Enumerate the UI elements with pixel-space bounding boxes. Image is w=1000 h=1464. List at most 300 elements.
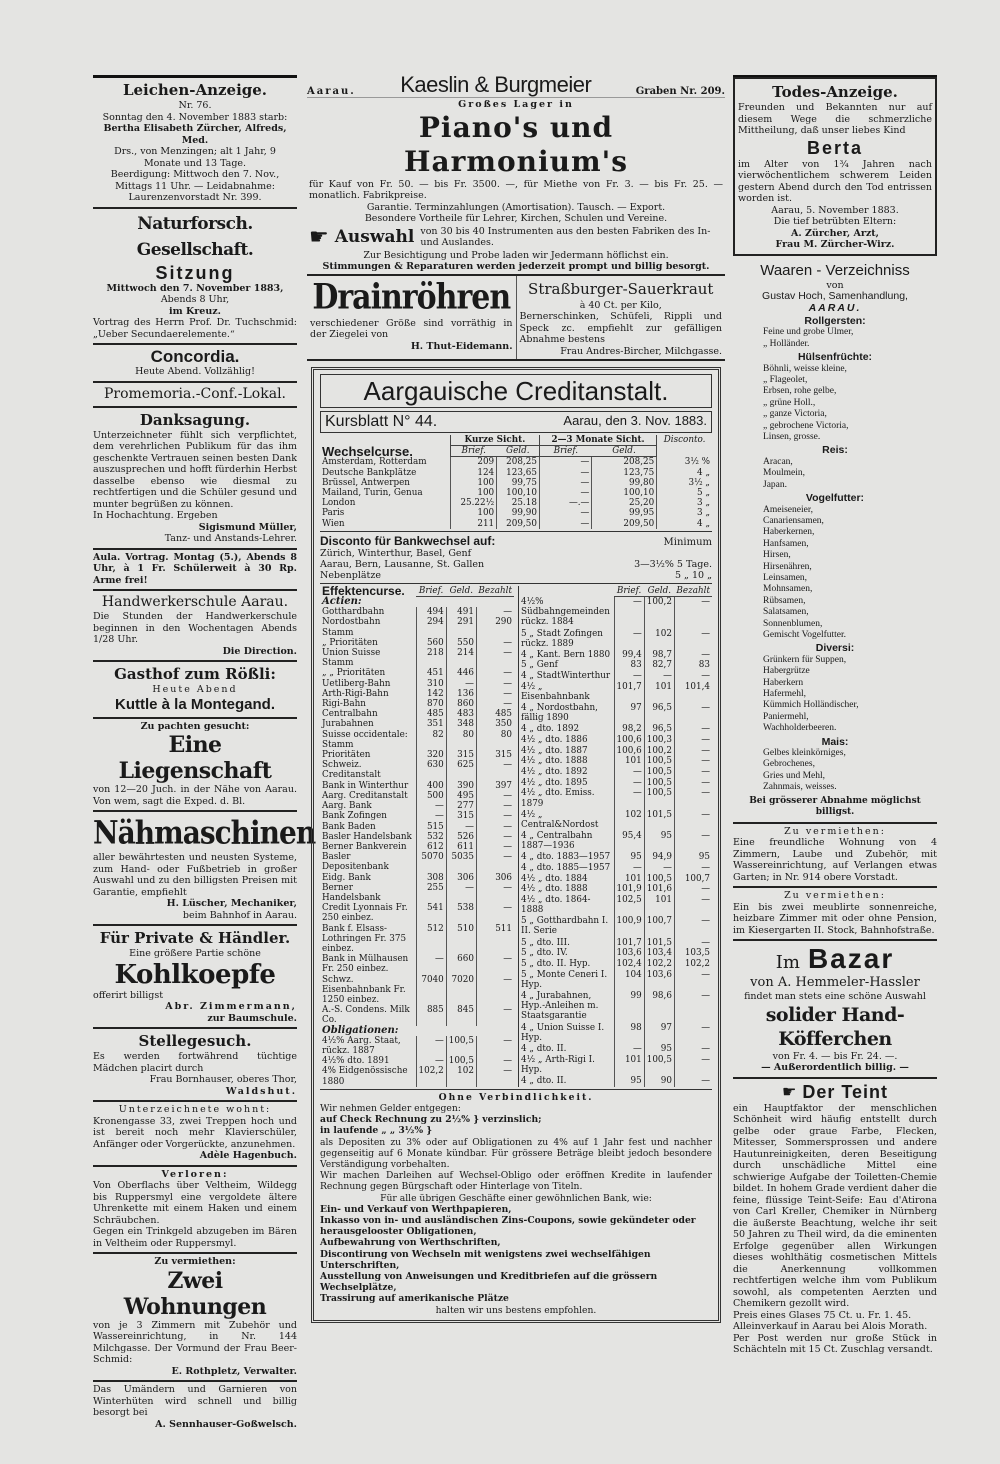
handwerker-title: Handwerkerschule Aarau. (101, 594, 289, 610)
row-value: 291 (446, 617, 476, 637)
wohnt-head: Unterzeichnete wohnt: (118, 1104, 272, 1115)
row-value: — (476, 822, 514, 832)
row-value: 99 (614, 991, 644, 1023)
dank-text: Unterzeichneter fühlt sich verpflichtet, dem verehrlichen Publikum für das ihm geschenkte Vertrauen seinen besten Dank auszusprechen und hofft fürderhin Herbst dasselbe ebenso wie diesmal zu rechtfertigen und die Schüler gesund und munter begrüßen zu können. (93, 429, 297, 510)
row-label: 4½ „ dto. 1884 (521, 873, 588, 884)
naturforsch-ad (93, 209, 297, 346)
row-value: — (674, 1055, 712, 1076)
row-value: 351 (416, 719, 446, 729)
bank-title: Aargauische Creditanstalt. (320, 374, 712, 408)
bazar-title: Bazar (807, 943, 895, 975)
verloren-head: Verloren: (161, 1168, 229, 1180)
auswahl-title: Auswahl (334, 227, 415, 247)
waaren-item: Hirsen, (763, 550, 791, 561)
row-label: „ „ Prioritäten (322, 668, 386, 679)
row-value: — (476, 842, 514, 852)
geld-head: Geld. (644, 586, 674, 597)
row-value: — (674, 788, 712, 809)
row-value: — (614, 597, 644, 629)
kohl-sub: Eine größere Partie schöne (129, 948, 261, 959)
left-column (93, 75, 316, 1430)
effekten-title: Effektencurse. (322, 583, 405, 598)
effekten-row (519, 874, 713, 885)
row-value: 95 (644, 831, 674, 852)
effekten-row (519, 703, 713, 724)
row-label: 4½ „ dto. 1886 (521, 735, 588, 746)
effekten-row (519, 1023, 713, 1044)
stelle-name: Frau Bornhauser, oberes Thor, (149, 1074, 297, 1085)
row-label: Rigi-Bahn (322, 699, 366, 710)
todes-date: Aarau, 5. November 1883. (771, 204, 899, 216)
row-value: 100,6 (614, 735, 644, 746)
row-value: 101 (644, 682, 674, 703)
right-column (733, 75, 937, 1356)
row-value: 25.22½ (450, 498, 496, 508)
effekten-row (519, 724, 713, 735)
divider (320, 1089, 712, 1090)
naturforsch-date: Mittwoch den 7. November 1883, (106, 282, 284, 294)
drain-text: verschiedener Größe sind vorräthig in der Ziegelei von (310, 317, 513, 340)
todes-title: Todes-Anzeige. (772, 83, 898, 101)
naeh-title: Nähmaschinen (93, 813, 316, 852)
wechsel-row (320, 478, 712, 488)
foot-line: halten wir uns bestens empfohlen. (435, 1304, 597, 1316)
waaren-item: Salatsamen, (763, 607, 809, 618)
row-label: Aarg. Creditanstalt (322, 790, 408, 801)
row-value: — (614, 1044, 644, 1055)
teint-post: Per Post werden nur große Stück in Schächteln mit 15 Ct. Zuschlag versandt. (733, 1332, 937, 1356)
waaren-item: „ gebrochene Victoria, (763, 420, 849, 431)
effekten-row (320, 975, 514, 1006)
row-label: Brüssel, Antwerpen (322, 477, 410, 488)
verloren-ad (93, 1167, 297, 1255)
row-value: — (476, 903, 514, 923)
row-label: Union Suisse Stamm (322, 648, 381, 669)
row-value: 101,5 (644, 810, 674, 831)
waaren-item: Gebrochenes, (763, 759, 815, 770)
row-value: 97 (644, 1023, 674, 1044)
row-value: — (416, 1056, 446, 1066)
row-value: 209,50 (592, 519, 657, 529)
bazar-firm: von A. Hemmeler-Hassler (750, 975, 920, 991)
effekten-row (320, 832, 514, 842)
lager-line: Großes Lager in (458, 99, 574, 110)
row-value: 3½ % (657, 457, 712, 468)
row-label: Jurabahnen (322, 719, 374, 730)
row-label: Uetliberg-Bahn (322, 678, 391, 689)
effekten-row (519, 863, 713, 874)
bazar-text: findet man stets eine schöne Auswahl (744, 991, 926, 1003)
waaren-item: Gemischt Vogelfutter. (763, 629, 847, 640)
row-label: Bank Baden (322, 821, 376, 832)
waaren-item: „ Holländer. (763, 338, 810, 349)
row-value: — (674, 597, 712, 629)
sauer-title: Straßburger-Sauerkraut (528, 279, 714, 298)
effekten-row (320, 709, 514, 719)
bazar-ad (733, 941, 937, 1079)
sauer-price: à 40 Ct. per Kilo, (579, 299, 662, 311)
row-label: 4½ „ dto. 1864-1888 (521, 894, 591, 916)
row-value: 80 (476, 730, 514, 750)
row-value: — (476, 975, 514, 1006)
kurze-sicht-head: Kurze Sicht. (450, 435, 539, 446)
row-value: — (614, 863, 644, 874)
bank-footer (320, 1092, 712, 1316)
monate-sicht-head: 2—3 Monate Sicht. (539, 435, 656, 446)
naturforsch-title: Naturforsch. Gesellschaft. (136, 213, 254, 260)
row-label: Mailand, Turin, Genua (322, 488, 423, 499)
waaren-group-head: Reis: (822, 444, 848, 457)
wechsel-title: Wechselcurse. (322, 443, 413, 459)
row-value: 315 (446, 811, 476, 821)
row-label: Suisse occidentale: Stamm (322, 729, 408, 750)
foot-line: auf Check Rechnung zu 2½% } verzinslich; (320, 1114, 542, 1126)
row-value: 483 (446, 709, 476, 719)
row-value: 100,5 (644, 767, 674, 778)
waaren-item: Grünkern für Suppen, (763, 654, 847, 665)
obligationen-label: Obligationen: (322, 1024, 399, 1036)
pacht-head: Zu pachten gesucht: (140, 720, 250, 732)
leichen-line: Laurenzenvorstadt Nr. 399. (128, 192, 262, 203)
row-value: 494 (416, 607, 446, 617)
verloren-text: Von Oberflachs über Veltheim, Wildegg bis Ruppersmyl eine vergoldete ältere Uhrenkette mit einem Haken und einem Schräubchen. (93, 1180, 297, 1226)
row-value: 100,6 (614, 746, 644, 757)
naehmaschinen-ad (93, 812, 316, 926)
piano-header (307, 72, 725, 98)
row-value: 100,10 (592, 488, 657, 498)
row-value: 102 (446, 1066, 476, 1086)
row-value: 102,5 (614, 895, 644, 916)
vermiethen-ad (93, 1254, 297, 1382)
waaren-groups (733, 316, 937, 794)
effekten-row (320, 883, 514, 903)
waaren-item: „ grüne Holl., (763, 397, 816, 408)
kohl-head: Für Private & Händler. (99, 929, 291, 947)
row-label: 4½ „ dto. 1892 (521, 767, 588, 778)
row-value: 101 (614, 1055, 644, 1076)
pointing-hand-icon: ☛ (781, 1081, 797, 1101)
kohlkoepfe-ad (93, 926, 297, 1029)
waaren-item: „ ganze Victoria, (763, 409, 827, 420)
effekten-row (519, 884, 713, 895)
row-value: 5070 (416, 852, 446, 872)
row-value: 446 (446, 668, 476, 678)
waaren-item: Linsen, grosse. (763, 432, 821, 443)
row-value: — (674, 650, 712, 661)
todes-text: Freunden und Bekannten nur auf diesem Wege die schmerzliche Mittheilung, daß unser liebes Kind (738, 102, 932, 136)
verloren-text2: Gegen ein Trinkgeld abzugeben im Bären in Veltheim oder Ruppersmyl. (93, 1226, 297, 1249)
row-value: 515 (416, 822, 446, 832)
row-value: 124 (450, 468, 496, 478)
waaren-foot: Bei grösserer Abnahme möglichst billigst. (749, 795, 921, 818)
roessli-title: Gasthof zum Rößli: (114, 665, 276, 683)
waaren-item: Ameiseneier, (763, 504, 814, 515)
naeh-addr: beim Bahnhof in Aarau. (182, 909, 297, 921)
vermiethen-title: Zwei Wohnungen (123, 1267, 267, 1320)
teint-title: Der Teint (802, 1081, 889, 1102)
effekten-row (519, 735, 713, 746)
row-value: — (674, 831, 712, 852)
disc-rate-main: 3—3½% 5 Tage. (634, 558, 712, 570)
effekten-row (320, 719, 514, 729)
effekten-row (320, 760, 514, 780)
row-value: — (416, 811, 446, 821)
todes-name: Berta (806, 137, 864, 158)
wohnt-text: Kronengasse 33, zwei Treppen hoch und ist bereit noch mehr Klavierschüler, Anfänger oder Vorgerückte, anzunehmen. (93, 1115, 297, 1150)
piano-ad (307, 98, 725, 276)
waaren-item: Erbsen, rohe gelbe, (763, 386, 837, 397)
row-value: — (674, 895, 712, 916)
foot-line: Ausstellung von Anweisungen und Kreditbriefen auf die grössern Wechselplätze, (320, 1271, 658, 1294)
bazar-cheap: — Außerordentlich billig. — (761, 1062, 909, 1074)
effekten-row (519, 810, 713, 831)
row-value: 103,5 (674, 948, 712, 959)
row-value: — (614, 671, 644, 682)
row-value: — (476, 1066, 514, 1086)
pacht-ad (93, 719, 297, 813)
row-label: Wien (322, 518, 345, 529)
row-value: — (476, 1056, 514, 1066)
teint-head (733, 1081, 937, 1103)
row-value: 99,90 (497, 508, 540, 518)
teint-ad (733, 1079, 937, 1359)
row-value: 290 (476, 617, 514, 637)
row-label: Credit Lyonnais Fr. 250 einbez. (322, 903, 408, 924)
effekten-row (519, 991, 713, 1023)
row-value: 100,7 (674, 874, 712, 885)
row-label: 4 „ dto. 1892 (521, 724, 580, 735)
row-label: 4½ „ Central&Nordost (521, 809, 599, 830)
piano-p5: Stimmungen & Reparaturen werden jederzeit prompt und billig besorgt. (322, 261, 710, 272)
verm1-text: Eine freundliche Wohnung von 4 Zimmern, Laube und Zubehör, mit Wassereinrichtung, auf Verlangen etwas Garten; in Nr. 914 obere Vorstadt. (733, 837, 937, 883)
row-value: 104 (614, 970, 644, 991)
waaren-item: Gries und Mehl, (763, 770, 826, 781)
row-label: 4 „ Union Suisse I. Hyp. (521, 1022, 605, 1043)
waaren-item: Rübsamen, (763, 595, 806, 606)
row-label: 5 „ Genf (521, 660, 558, 671)
roessli-sub: Heute Abend (152, 684, 238, 695)
umaendern-ad (93, 1382, 297, 1433)
effekten-row (519, 746, 713, 757)
row-label: Paris (322, 508, 345, 519)
row-value: — (539, 519, 591, 529)
row-value: 25.18 (497, 498, 540, 508)
row-value: 209,50 (497, 519, 540, 529)
todes-sign: Die tief betrübten Eltern: (773, 216, 897, 227)
row-value: 25,20 (592, 498, 657, 508)
row-value: 100,2 (644, 597, 674, 629)
row-value: 101,6 (644, 884, 674, 895)
waaren-item: „ Flageolet, (763, 375, 808, 386)
effekten-row (320, 903, 514, 923)
brief-head: Brief. (416, 586, 446, 597)
roessli-ad (93, 662, 297, 719)
auswahl-text: von 30 bis 40 Instrumenten aus den besten Fabriken des In- und Auslandes. (420, 225, 711, 248)
row-value: 98,6 (644, 991, 674, 1023)
effekten-row (320, 1036, 514, 1056)
row-label: 4½ „ dto. 1888 (521, 884, 588, 895)
row-label: 4½ „ dto. 1895 (521, 777, 588, 788)
row-value: 100,5 (644, 874, 674, 885)
row-value: 100,10 (497, 488, 540, 498)
kursblatt-date: Aarau, den 3. Nov. 1883. (563, 413, 707, 428)
effekten-row (320, 668, 514, 678)
row-value: 103,4 (644, 948, 674, 959)
row-value: 3 „ (657, 508, 712, 518)
pointing-hand-icon: ☛ (309, 224, 329, 250)
row-value: 350 (476, 719, 514, 729)
row-label: 5 „ dto. IV. (521, 948, 568, 959)
drain-ad (307, 276, 517, 360)
waaren-group-head: Mais: (821, 735, 849, 748)
row-label: Arth-Rigi-Bahn (322, 688, 389, 699)
row-value: 103,6 (644, 970, 674, 991)
row-value: 7020 (446, 975, 476, 1006)
waaren-item: Gelbes kleinkörniges, (763, 748, 846, 759)
teint-depot: Alleinverkauf in Aarau bei Alois Morath. (733, 1321, 928, 1333)
effekten-row (320, 607, 514, 617)
row-value: — (539, 468, 591, 478)
effekten-row (320, 1066, 514, 1086)
foot-line: Für alle übrigen Geschäfte einer gewöhnlichen Bank, wie: (380, 1192, 652, 1204)
effekten-row (519, 671, 713, 682)
row-value: 94,9 (644, 852, 674, 863)
row-value: — (539, 457, 591, 468)
bazar-item: solider Hand-Köfferchen (765, 1003, 905, 1050)
waaren-item: Habergrütze (763, 666, 810, 677)
middle-column (307, 72, 725, 1345)
row-value: 315 (476, 750, 514, 760)
row-label: Centralbahn (322, 709, 378, 720)
brief-head: Brief. (450, 446, 496, 457)
dank-name: Sigismund Müller, (198, 521, 297, 533)
waaren-item: Sonnenblumen, (763, 618, 823, 629)
row-value: 95 (644, 1044, 674, 1055)
handwerker-ad (93, 591, 297, 662)
foot-line: in laufende „ „ 3½% } (320, 1125, 433, 1137)
row-value: 95 (614, 852, 644, 863)
row-label: London (322, 498, 356, 509)
row-value: 98,7 (644, 650, 674, 661)
pacht-text: von 12—20 Juch. in der Nähe von Aarau. Von wem, sagt die Exped. d. Bl. (93, 784, 297, 807)
row-label: „ Prioritäten (322, 637, 378, 648)
waaren-title: Waaren - Verzeichniss (760, 261, 910, 279)
row-value: 315 (446, 750, 476, 760)
row-value: 218 (416, 648, 446, 668)
waaren-von: von (826, 279, 844, 291)
row-value: 99,95 (592, 508, 657, 518)
waaren-item: Moulmein, (763, 468, 805, 479)
effekten-row (320, 801, 514, 811)
row-value: 100,5 (644, 778, 674, 789)
row-value: 96,5 (644, 703, 674, 724)
effekten-row (320, 924, 514, 955)
row-label: Eidg. Bank (322, 872, 371, 883)
effekten-row (320, 811, 514, 821)
row-value: — (674, 778, 712, 789)
row-value: — (476, 883, 514, 903)
row-label: 4 „ Jurabahnen, Hyp.-Anleihen m. Staatsgarantie (521, 990, 599, 1022)
wohnt-ad (93, 1102, 297, 1167)
row-value: — (614, 778, 644, 789)
row-value: 100,5 (644, 1055, 674, 1076)
row-label: 4½% Aarg. Staat, rückz. 1887 (322, 1035, 401, 1056)
stellegesuch-ad (93, 1029, 297, 1102)
row-value: 4 „ (657, 519, 712, 529)
row-value: 97 (614, 703, 644, 724)
row-label: Basler Handelsbank (322, 831, 412, 842)
effekten-row (519, 895, 713, 916)
kohl-text: offerirt billigst (93, 989, 164, 1001)
waaren-item: Zahnmais, weisses. (763, 782, 837, 793)
concordia-ad (93, 345, 297, 383)
bezahlt-head: Bezahlt (676, 585, 710, 596)
effekten-row (320, 679, 514, 689)
row-value: 7040 (416, 975, 446, 1006)
wechsel-row (320, 457, 712, 468)
row-value: — (476, 811, 514, 821)
waaren-item: Böhnli, weisse kleine, (763, 363, 847, 374)
kursblatt-number: Kursblatt N° 44. (325, 413, 438, 430)
row-value: — (476, 954, 514, 974)
verm2-text: Ein bis zwei meublirte sonnenreiche, heizbare Zimmer mit oder ohne Pension, im Kiesergarten II. Stock, Bahnhofstraße. (733, 901, 937, 936)
vermiethen-zimmer-ad (733, 888, 937, 941)
row-value: 870 (416, 699, 446, 709)
row-value: 100,3 (644, 735, 674, 746)
row-label: Berner Bankverein (322, 841, 407, 852)
row-value: 95 (674, 852, 712, 863)
effekten-row (320, 730, 514, 750)
row-value: — (476, 648, 514, 668)
row-value: 80 (446, 730, 476, 750)
naturforsch-place: im Kreuz. (169, 305, 221, 317)
waaren-city: AARAU. (808, 301, 862, 314)
geld-head: Geld. (592, 446, 657, 457)
foot-line: Ein- und Verkauf von Werthpapieren, (320, 1203, 512, 1215)
row-label: 4 „ Kant. Bern 1880 (521, 649, 611, 660)
row-value: 612 (416, 842, 446, 852)
row-value: 208,25 (497, 457, 540, 468)
row-value: 390 (446, 781, 476, 791)
row-value: — (416, 954, 446, 974)
row-value: — (674, 746, 712, 757)
effekten-tables (320, 583, 712, 1087)
effekten-row (519, 852, 713, 863)
row-value: 100,7 (644, 916, 674, 937)
leichen-title: Leichen-Anzeige. (122, 81, 268, 99)
row-value: 95,4 (614, 831, 644, 852)
row-value: 96,5 (644, 724, 674, 735)
danksagung-ad (93, 408, 297, 550)
row-value: 495 (446, 791, 476, 801)
row-value: — (674, 863, 712, 874)
effekten-row (320, 822, 514, 832)
row-value: 526 (446, 832, 476, 842)
row-label: Amsterdam, Rotterdam (322, 456, 427, 467)
row-value: 98 (614, 1023, 644, 1044)
effekten-row (519, 1055, 713, 1076)
row-label: Prioritäten (322, 750, 371, 761)
row-value: — (476, 801, 514, 811)
row-label: 5 „ Stadt Zofingen rückz. 1889 (521, 628, 603, 649)
effekten-row (320, 791, 514, 801)
row-value: 510 (446, 924, 476, 955)
row-value: — (476, 1005, 514, 1025)
effekten-row (320, 689, 514, 699)
row-value: 100,5 (446, 1056, 476, 1066)
row-value: — (644, 863, 674, 874)
waaren-item: Kümmich Holländischer, (763, 700, 859, 711)
